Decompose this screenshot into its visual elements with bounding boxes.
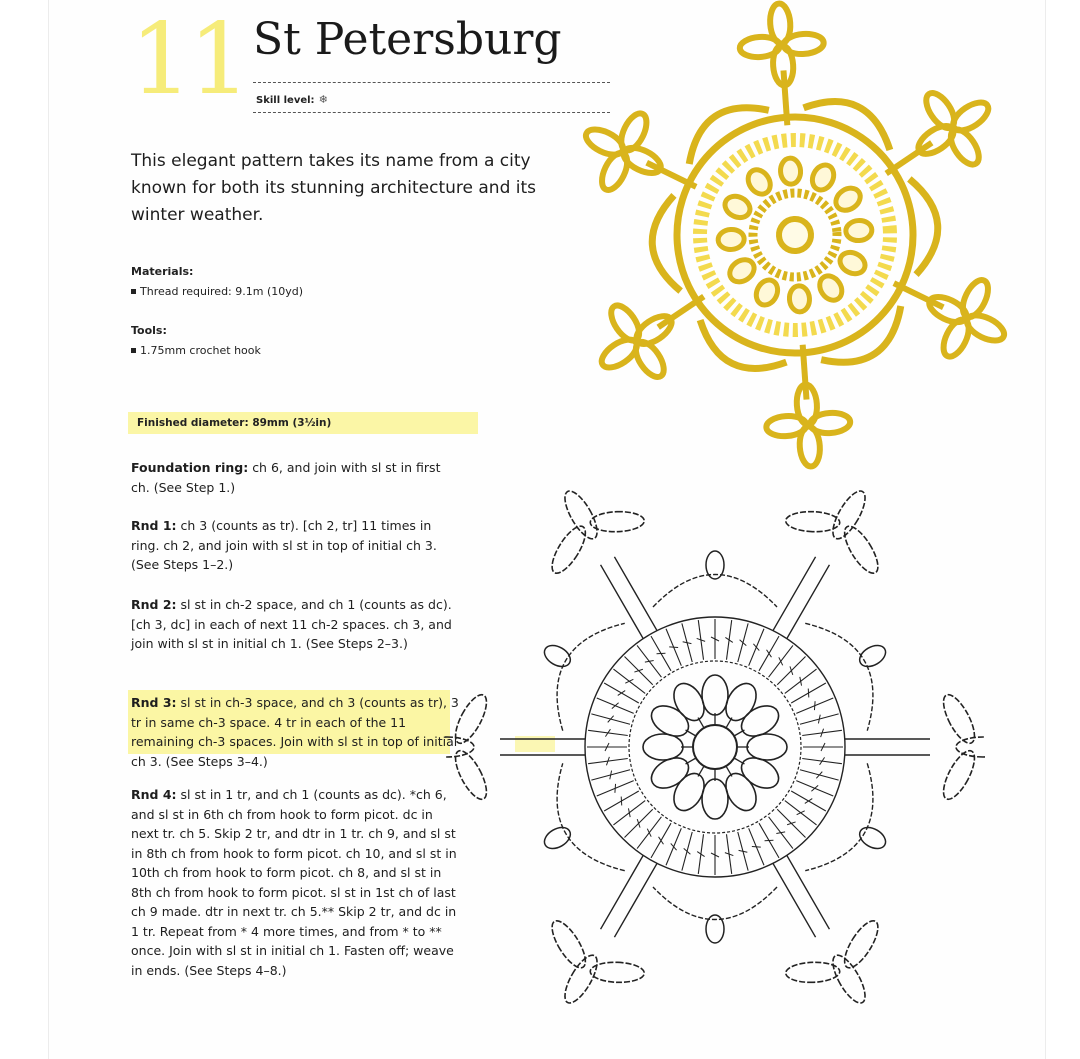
chart-tr-bar bbox=[625, 677, 633, 686]
chart-arm bbox=[445, 595, 625, 803]
chart-tr-mark bbox=[587, 743, 627, 751]
bullet-square-icon bbox=[131, 289, 136, 294]
crochet-chart-diagram bbox=[445, 432, 985, 1052]
finished-value: 89mm (3½in) bbox=[252, 417, 332, 429]
chart-arm bbox=[805, 690, 985, 898]
chart-tr-bar bbox=[765, 650, 774, 657]
photo-window bbox=[726, 255, 759, 286]
chart-tr-mark bbox=[802, 726, 843, 739]
chart-petal bbox=[643, 734, 693, 760]
step-label: Rnd 4: bbox=[131, 787, 177, 802]
chart-tr-mark bbox=[723, 834, 736, 875]
chart-picot-cluster bbox=[937, 690, 985, 803]
chart-petal bbox=[702, 769, 728, 819]
photo-arm-cluster bbox=[580, 284, 694, 399]
chart-tr-bar bbox=[612, 784, 619, 793]
crochet-chart-motif bbox=[445, 432, 985, 1052]
chart-picot-loop bbox=[546, 916, 592, 972]
chart-tr-bar bbox=[776, 657, 785, 665]
chart-tr-mark bbox=[734, 831, 752, 872]
chart-arm bbox=[445, 749, 719, 1030]
photo-window bbox=[752, 276, 781, 308]
photo-center-ring bbox=[778, 218, 812, 252]
chart-petal bbox=[737, 734, 787, 760]
chart-dtr-right bbox=[601, 856, 644, 930]
snowflake-photo bbox=[580, 0, 1020, 475]
chart-tr-mark bbox=[799, 710, 840, 728]
chart-tr-mark bbox=[711, 619, 719, 659]
chart-treble-stitch bbox=[726, 766, 732, 776]
step-text: sl st in ch-3 space, and ch 3 (counts as tr), 3 tr in same ch-3 space. 4 tr in each of the 11 remaining ch-3 spaces. Join with sl st in top of initial ch 3. (See Steps 3–4.) bbox=[131, 695, 459, 769]
chart-tr-bar bbox=[645, 829, 654, 837]
step-rnd1 bbox=[131, 516, 461, 575]
chart-arch bbox=[805, 763, 915, 898]
thread-label: Thread required: bbox=[140, 285, 232, 298]
chart-petal-loop bbox=[702, 779, 728, 819]
chart-tr-bar bbox=[657, 650, 666, 657]
photo-arm bbox=[737, 0, 902, 160]
chart-tr-mark bbox=[678, 831, 696, 872]
step-foundation bbox=[131, 458, 461, 497]
photo-arm-cluster bbox=[911, 263, 1020, 374]
photo-arm-cluster bbox=[580, 96, 679, 207]
materials-heading: Materials: bbox=[131, 265, 194, 278]
chart-dtr-right bbox=[787, 565, 830, 639]
chart-picot-loop bbox=[827, 951, 871, 1008]
chart-picot-loop bbox=[827, 487, 871, 544]
chart-picot-cluster bbox=[445, 690, 493, 803]
photo-window bbox=[721, 192, 753, 221]
photo-petal bbox=[914, 120, 958, 159]
chart-petal-loop bbox=[643, 734, 683, 760]
snowflake-icon: ❄ bbox=[318, 93, 328, 106]
chart-arch bbox=[805, 595, 915, 730]
photo-window bbox=[780, 157, 802, 184]
step-rnd2 bbox=[131, 595, 461, 654]
chart-dtr-left bbox=[614, 864, 657, 938]
chart-picot-loop bbox=[590, 961, 645, 983]
chart-tr-mark bbox=[611, 666, 648, 697]
photo-window bbox=[832, 184, 865, 215]
chart-arch bbox=[514, 763, 624, 898]
chart-tr-mark bbox=[590, 710, 631, 728]
photo-window bbox=[789, 285, 811, 312]
chart-tr-mark bbox=[711, 835, 719, 875]
chart-arch bbox=[653, 887, 777, 943]
photo-window bbox=[815, 272, 846, 305]
chart-tr-bar bbox=[645, 657, 654, 665]
chart-picot-loop bbox=[956, 737, 985, 757]
pattern-title: St Petersburg bbox=[253, 14, 562, 65]
chart-tr-bar bbox=[618, 689, 625, 698]
chart-arch-picot bbox=[541, 641, 574, 671]
chart-tr-mark bbox=[590, 766, 631, 784]
chart-dtr-right bbox=[614, 557, 657, 631]
chart-tr-bar bbox=[612, 701, 619, 710]
chart-petal-loop bbox=[747, 734, 787, 760]
finished-diameter bbox=[128, 412, 478, 434]
chart-tr-bar bbox=[669, 843, 678, 850]
chart-tr-mark bbox=[782, 797, 819, 828]
chart-tr-mark bbox=[588, 755, 629, 768]
chart-tr-mark bbox=[694, 620, 707, 661]
chart-dtr-left bbox=[773, 557, 816, 631]
photo-petal bbox=[958, 276, 994, 321]
chart-tr-mark bbox=[734, 622, 752, 663]
chart-tr-bar bbox=[618, 797, 625, 806]
chart-tr-bar bbox=[657, 837, 666, 844]
snowflake-photo-motif bbox=[580, 0, 1020, 475]
photo-petal bbox=[632, 311, 676, 350]
chart-tr-bar bbox=[625, 808, 633, 817]
chart-arm bbox=[711, 463, 985, 744]
title-rule-top bbox=[253, 82, 610, 83]
chart-treble-stitch bbox=[686, 730, 696, 736]
step-text: sl st in ch-2 space, and ch 1 (counts as dc). [ch 3, dc] in each of next 11 ch-2 spaces. ch 3, and join with sl st in initial ch 1. (See Steps 2–3.) bbox=[131, 597, 452, 651]
chart-tr-mark bbox=[803, 743, 843, 751]
chart-tr-bar bbox=[752, 843, 761, 850]
materials-thread bbox=[131, 285, 303, 298]
chart-tr-mark bbox=[634, 814, 665, 851]
photo-window bbox=[744, 166, 775, 199]
photo-arm bbox=[836, 70, 1020, 285]
chart-tr-bar bbox=[752, 644, 761, 651]
chart-dtr-right bbox=[773, 864, 816, 938]
photo-window bbox=[836, 248, 868, 277]
chart-tr-bar bbox=[805, 689, 812, 698]
title-rule-bottom bbox=[253, 112, 610, 113]
chart-picot-loop bbox=[449, 690, 492, 747]
chart-picot-loop bbox=[559, 487, 603, 544]
chart-round3-base bbox=[629, 661, 801, 833]
chart-picot-loop bbox=[785, 961, 840, 983]
intro-paragraph: This elegant pattern takes its name from a city known for both its stunning architecture and its winter weather. bbox=[131, 151, 537, 225]
photo-arm-cluster bbox=[896, 70, 1011, 185]
chart-picot-loop bbox=[937, 746, 980, 803]
chart-tr-mark bbox=[678, 622, 696, 663]
step-label: Foundation ring: bbox=[131, 460, 249, 475]
hook-value: 1.75mm crochet hook bbox=[140, 344, 261, 357]
chart-treble-stitch bbox=[698, 718, 704, 728]
chart-tr-mark bbox=[765, 814, 796, 851]
chart-tr-bar bbox=[797, 677, 805, 686]
bullet-square-icon bbox=[131, 348, 136, 353]
chart-tr-mark bbox=[782, 666, 819, 697]
chart-treble-stitch bbox=[686, 758, 696, 764]
tools-hook bbox=[131, 344, 261, 357]
chart-tr-mark bbox=[634, 643, 665, 680]
chart-tr-mark bbox=[802, 755, 843, 768]
chart-arm bbox=[519, 432, 802, 697]
chart-treble-stitch bbox=[698, 766, 704, 776]
pattern-number: 11 bbox=[130, 3, 247, 117]
step-text: sl st in 1 tr, and ch 1 (counts as dc). *ch 6, and sl st in 6th ch from hook to form picot. dc in next tr. ch 5. Skip 2 tr, and dtr in 1 tr. ch 9, and sl st in 8th ch from hook to form picot. ch 10, and sl st in 10th ch from hook to form picot. ch 8, and sl st in 8th ch from hook to form picot. sl st in 1st ch of last ch 9 made. dtr in next tr. ch 5.** Skip 2 tr, and dc in 1 tr. Repeat from * 4 more times, and from * to ** once. Join with sl st in initial ch 1. Fasten off; weave in ends. (See Steps 4–8.) bbox=[131, 787, 457, 978]
chart-picot-loop bbox=[590, 511, 645, 533]
chart-treble-stitch bbox=[734, 730, 744, 736]
chart-tr-bar bbox=[811, 701, 818, 710]
step-label: Rnd 3: bbox=[131, 695, 177, 710]
chart-picot-cluster bbox=[777, 911, 911, 1030]
chart-dtr-left bbox=[787, 856, 830, 930]
chart-treble-stitch bbox=[726, 718, 732, 728]
chart-tr-bar bbox=[776, 829, 785, 837]
chart-picot-loop bbox=[838, 521, 884, 577]
chart-arch bbox=[653, 551, 777, 607]
chart-picot-loop bbox=[937, 690, 980, 747]
step-rnd3 bbox=[131, 693, 461, 771]
chart-tr-mark bbox=[765, 643, 796, 680]
chart-picot-loop bbox=[785, 511, 840, 533]
chart-picot-loop bbox=[445, 737, 474, 757]
chart-arch-picot bbox=[856, 823, 889, 853]
thread-value: 9.1m (10yd) bbox=[235, 285, 304, 298]
photo-window bbox=[808, 161, 837, 193]
step-rnd4 bbox=[131, 785, 461, 980]
chart-tr-bar bbox=[797, 808, 805, 817]
photo-window bbox=[717, 229, 744, 251]
chart-tr-mark bbox=[723, 620, 736, 661]
photo-window bbox=[845, 220, 872, 242]
chart-dtr-left bbox=[601, 565, 644, 639]
step-text: ch 6, and join with sl st in first ch. (See Step 1.) bbox=[131, 460, 441, 495]
skill-level bbox=[256, 93, 328, 106]
chart-picot-cluster bbox=[519, 463, 653, 582]
chart-picot-loop bbox=[559, 951, 603, 1008]
chart-tr-bar bbox=[765, 837, 774, 844]
chart-arch-picot bbox=[856, 641, 889, 671]
finished-label: Finished diameter: bbox=[137, 417, 249, 429]
chart-tr-mark bbox=[588, 726, 629, 739]
chart-picot-loop bbox=[546, 521, 592, 577]
chart-picot-cluster bbox=[519, 911, 653, 1030]
chart-tr-bar bbox=[805, 797, 812, 806]
step-text: ch 3 (counts as tr). [ch 2, tr] 11 times in ring. ch 2, and join with sl st in top of initial ch 3. (See Steps 1–2.) bbox=[131, 518, 437, 572]
step-label: Rnd 2: bbox=[131, 597, 177, 612]
step-label: Rnd 1: bbox=[131, 518, 177, 533]
chart-tr-bar bbox=[811, 784, 818, 793]
chart-treble-stitch bbox=[734, 758, 744, 764]
chart-tr-mark bbox=[799, 766, 840, 784]
chart-petal bbox=[702, 675, 728, 725]
chart-arch-picot bbox=[541, 823, 574, 853]
chart-foundation-ring bbox=[693, 725, 737, 769]
chart-tr-bar bbox=[669, 644, 678, 651]
skill-level-label: Skill level: bbox=[256, 95, 315, 106]
chart-tr-mark bbox=[694, 834, 707, 875]
chart-arm bbox=[629, 797, 912, 1052]
chart-tr-mark bbox=[611, 797, 648, 828]
chart-arch bbox=[514, 595, 624, 730]
chart-picot-loop bbox=[838, 916, 884, 972]
chart-picot-cluster bbox=[777, 463, 911, 582]
tools-heading: Tools: bbox=[131, 324, 167, 337]
photo-petal bbox=[597, 149, 633, 194]
chart-picot-loop bbox=[449, 746, 492, 803]
chart-petal-loop bbox=[702, 675, 728, 715]
